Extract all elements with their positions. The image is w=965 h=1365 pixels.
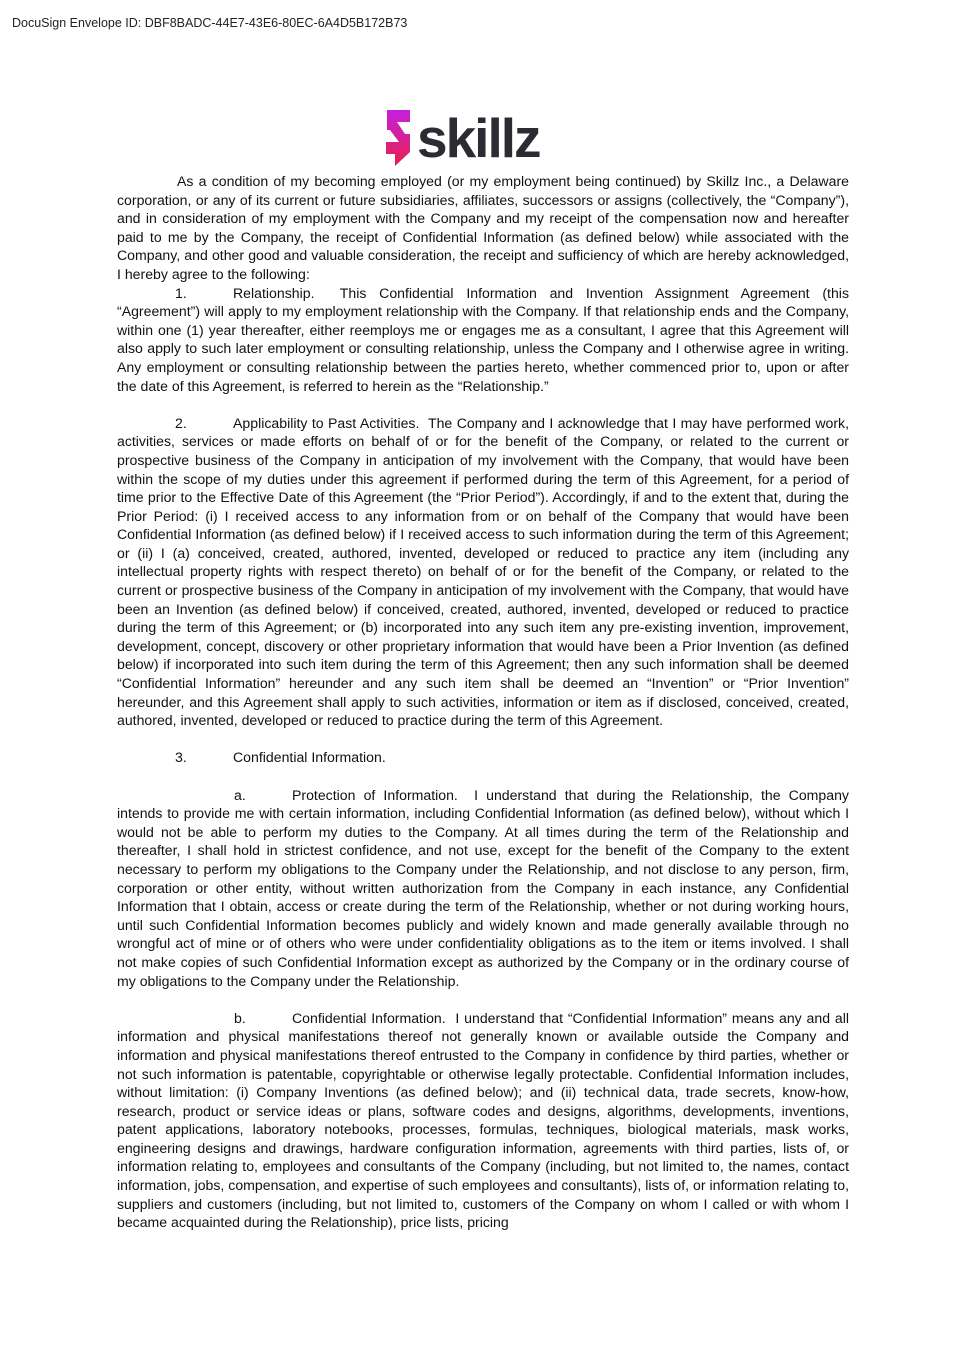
- section-number: 1.: [175, 284, 187, 301]
- section-body: This Confidential Information and Invention Assignment Agreement (this “Agreement”) will apply to my employment relationship with the Company. If that relationship ends and the Company, within one (1) year thereafter, either reemploys me or engages me as a consultant, I agree that this Agreement will also apply to such later employment or consulting relationship, unless the Company and I otherwise agree in writing. Any employment or consulting relationship between the parties hereto, whether commenced prior to, upon or after the date of this Agreement, is referred to herein as the “Relationship.”: [117, 284, 849, 394]
- section-1: [117, 284, 849, 396]
- subsection-letter: a.: [234, 786, 246, 803]
- section-3: [117, 748, 849, 767]
- subsection-body: I understand that during the Relationship, the Company intends to provide me with certain information, including Confidential Information (as defined below), without which I would not be able to perform my duties to the Company. At all times during the term of the Relationship and thereafter, I shall hold in strictest confidence, and not use, except for the benefit of the Company to the extent necessary to perform my obligations to the Company under the Relationship, and not disclose to any person, firm, corporation or other entity, without written authorization from the Company in each instance, any Confidential Information that I obtain, access or create during the term of the Relationship, whether or not during working hours, until such Confidential Information becomes publicly and widely known and made generally available through no wrongful act of mine or of others who were under confidentiality obligations as to the item or items involved. I shall not make copies of such Confidential Information except as authorized by the Company or in the ordinary course of my obligations to the Company under the Relationship.: [117, 786, 849, 989]
- section-body: The Company and I acknowledge that I may have performed work, activities, services or made efforts on behalf of or for the benefit of the Company, or related to the current or prospective business of the Company in anticipation of my involvement with the Company, that would have been within the scope of my duties under this agreement if performed during the term of this Agreement, for a period of time prior to the Effective Date of this Agreement (the “Prior Period”). Accordingly, if and to the extent that, during the Prior Period: (i) I received access to any information from or on behalf of the Company that would have been Confidential Information (as defined below) if I received access to such information during the term of this Agreement; or (ii) I (a) conceived, created, authored, invented, developed or reduced to practice any item (including any intellectual property rights with respect thereto) on behalf of or for the benefit of the Company, or related to the current or prospective business of the Company in anticipation of my involvement with the Company, that would have been an Invention (as defined below) if conceived, created, authored, invented, developed or reduced to practice during the term of this Agreement; or (b) incorporated into any such item any pre-existing invention, improvement, development, concept, discovery or other proprietary information that would have been a Prior Invention (as defined below) if incorporated into such item during the term of this Agreement; then any such information shall be deemed “Confidential Information” hereunder and any such item shall be deemed an “Invention” or “Prior Invention” hereunder, and this Agreement shall apply to such activities, information or item as if disclosed, conceived, created, authored, invented, developed or reduced to practice during the term of this Agreement.: [117, 414, 850, 729]
- subsection-body: I understand that “Confidential Information” means any and all information and physical manifestations thereof not generally known or available outside the Company and information and physical manifestations thereof entrusted to the Company in confidence by third parties, whether or not such information is patentable, copyrightable or otherwise legally protectable. Confidential Information includes, without limitation: (i) Company Inventions (as defined below); and (ii) technical data, trade secrets, know-how, research, product or service ideas or plans, software codes and designs, algorithms, developments, inventions, patent applications, laboratory notebooks, processes, formulas, techniques, biological materials, mask works, engineering designs and drawings, hardware configuration information, agreements with third parties, lists of, or information relating to, employees and consultants of the Company (including, but not limited to, the names, contact information, jobs, compensation, and expertise of such employees and consultants), lists of, or information relating to, suppliers and customers (including, but not limited to, customers of the Company on whom I called or with whom I became acquainted during the Relationship), price lists, pricing: [117, 1009, 849, 1231]
- section-title: Applicability to Past Activities.: [233, 414, 420, 431]
- intro-paragraph: As a condition of my becoming employed (or my employment being continued) by Skillz Inc., a Delaware corporation, or any of its current or future subsidiaries, affiliates, successors or assigns (collectively, the “Company”), and in consideration of my employment with the Company and my receipt of the compensation now and hereafter paid to me by the Company, the receipt of Confidential Information (as defined below) while associated with the Company, and other good and valuable consideration, the receipt and sufficiency of which are hereby acknowledged, I hereby agree to the following:: [117, 173, 849, 282]
- subsection-title: Confidential Information.: [292, 1009, 446, 1026]
- section-2: [117, 414, 849, 730]
- logo-wordmark: skillz: [417, 107, 540, 169]
- company-logo: [383, 108, 540, 168]
- section-title: Confidential Information.: [233, 749, 386, 766]
- section-3b: [117, 1009, 849, 1232]
- envelope-id: DocuSign Envelope ID: DBF8BADC-44E7-43E6-80EC-6A4D5B172B73: [12, 16, 408, 30]
- section-3a: [117, 786, 849, 991]
- section-number: 2.: [175, 414, 187, 431]
- subsection-title: Protection of Information.: [292, 786, 458, 803]
- agreement-body: [117, 172, 849, 1232]
- section-number: 3.: [175, 749, 187, 766]
- skillz-logo-icon: [383, 108, 413, 168]
- subsection-letter: b.: [234, 1009, 246, 1026]
- section-title: Relationship.: [233, 284, 315, 301]
